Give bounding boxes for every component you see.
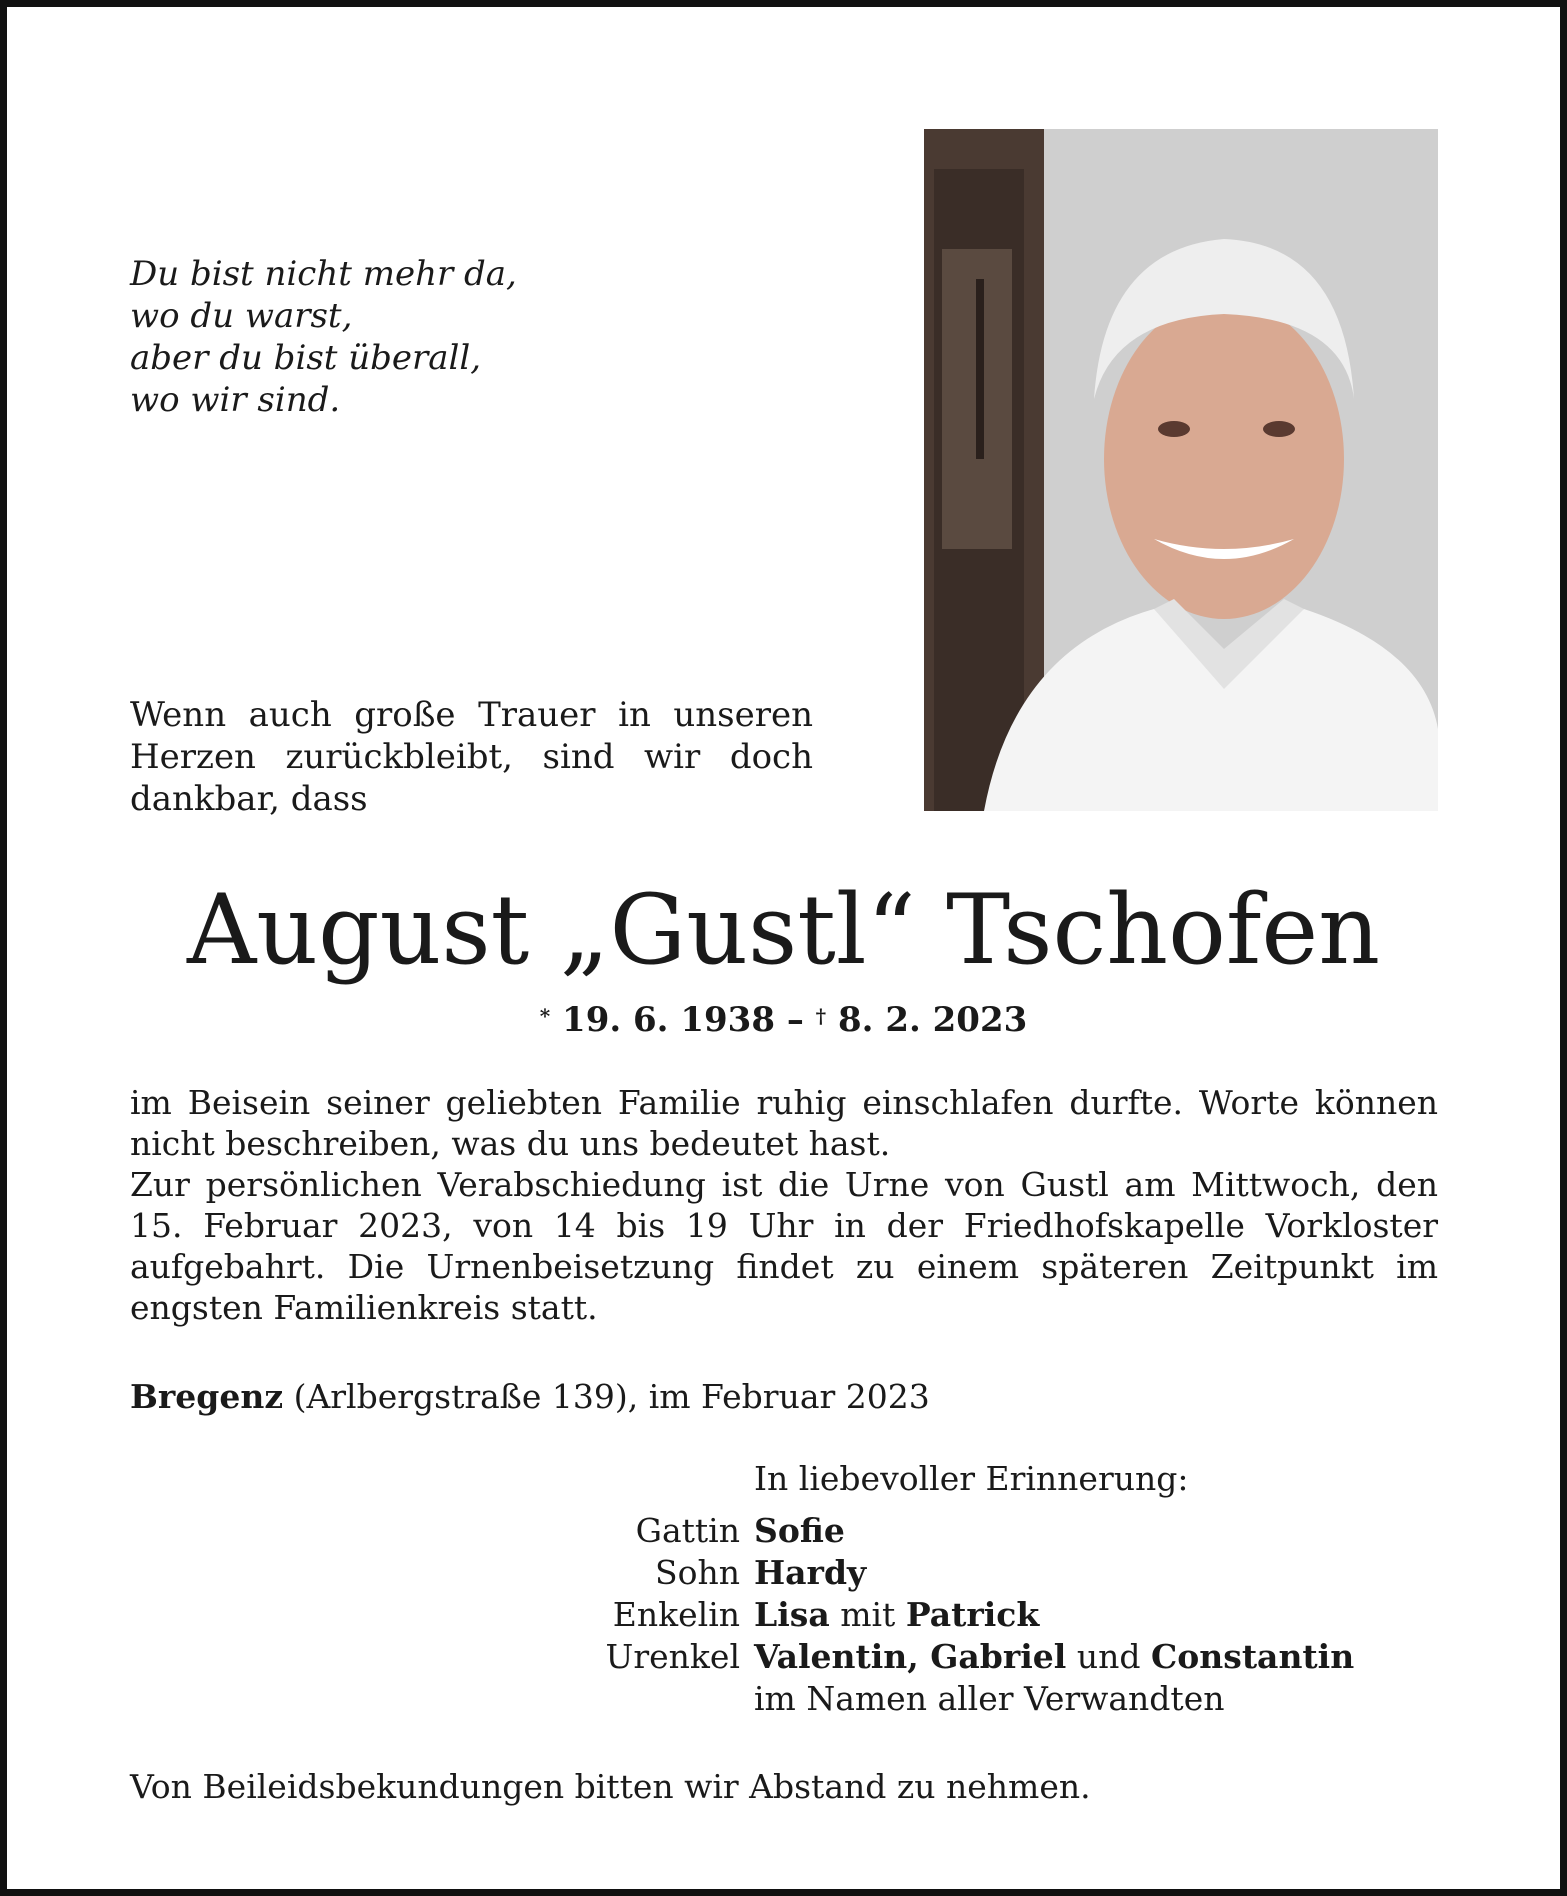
conjunction: mit bbox=[840, 1595, 896, 1634]
quote-line: aber du bist überall, bbox=[130, 338, 482, 378]
relative-row bbox=[420, 1594, 1354, 1636]
relative-role: Urenkel bbox=[605, 1637, 740, 1676]
body-paragraph: im Beisein seiner geliebten Familie ruhig einschlafen durfte. Worte können nicht beschreiben, was du uns bedeutet hast. bbox=[130, 1083, 1438, 1163]
intro-text: Wenn auch große Trauer in unseren Herzen zurückbleibt, sind wir doch dankbar, dass bbox=[130, 695, 813, 819]
condolence-note: Von Beileidsbekundungen bitten wir Abstand zu nehmen. bbox=[130, 1767, 1091, 1806]
city: Bregenz bbox=[130, 1377, 284, 1416]
deceased-name: August „Gustl“ Tschofen bbox=[186, 874, 1381, 986]
relatives-list bbox=[420, 1510, 1354, 1720]
date-separator: – bbox=[786, 1000, 804, 1040]
portrait-illustration bbox=[924, 129, 1438, 811]
memorial-quote bbox=[130, 253, 610, 421]
relative-role: Enkelin bbox=[612, 1595, 740, 1634]
relatives-note: im Namen aller Verwandten bbox=[754, 1679, 1225, 1718]
death-date: 8. 2. 2023 bbox=[837, 1000, 1028, 1040]
life-dates bbox=[0, 998, 1567, 1042]
announcement-body bbox=[130, 1082, 1438, 1328]
place-and-date bbox=[130, 1376, 930, 1418]
conjunction: und bbox=[1076, 1637, 1141, 1676]
memory-heading: In liebevoller Erinnerung: bbox=[754, 1459, 1189, 1498]
relative-name: Hardy bbox=[754, 1553, 867, 1592]
relative-role: Gattin bbox=[635, 1511, 740, 1550]
relative-row bbox=[420, 1678, 1354, 1720]
quote-line: wo wir sind. bbox=[130, 380, 341, 420]
relative-row bbox=[420, 1510, 1354, 1552]
death-symbol: † bbox=[815, 1004, 827, 1028]
body-paragraph: Zur persönlichen Verabschiedung ist die Urne von Gustl am Mittwoch, den 15. Februar 2023, von 14 bis 19 Uhr in der Friedhofskapelle Vorkloster aufgebahrt. Die Urnenbeisetzung findet zu einem späteren Zeitpunkt im engsten Familienkreis statt. bbox=[130, 1165, 1438, 1327]
quote-line: wo du warst, bbox=[130, 296, 353, 336]
portrait-photo bbox=[924, 129, 1438, 811]
relative-name: Patrick bbox=[905, 1595, 1040, 1634]
relative-name: Sofie bbox=[754, 1511, 845, 1550]
relative-name: Constantin bbox=[1150, 1637, 1355, 1676]
birth-date: 19. 6. 1938 bbox=[562, 1000, 775, 1040]
relative-name: Valentin, Gabriel bbox=[754, 1637, 1067, 1676]
birth-symbol: * bbox=[539, 1004, 551, 1028]
relative-name: Lisa bbox=[754, 1595, 830, 1634]
address-and-date: (Arlbergstraße 139), im Februar 2023 bbox=[293, 1377, 930, 1416]
relative-role: Sohn bbox=[655, 1553, 740, 1592]
relative-row bbox=[420, 1636, 1354, 1678]
quote-line: Du bist nicht mehr da, bbox=[130, 254, 517, 294]
relative-row bbox=[420, 1552, 1354, 1594]
